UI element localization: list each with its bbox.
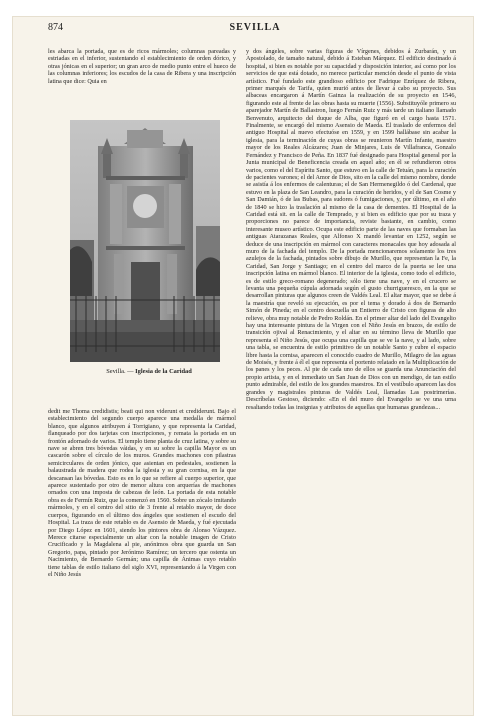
page-header xyxy=(48,22,462,36)
church-photograph xyxy=(70,120,220,362)
left-column-top-paragraph: les abarca la portada, que es de ricos mármoles; columnas pareadas y estriadas en el inferior, sustentando el establecimiento de orden dórico, y otras jónicas en el superior; un gran arco de medio punto entre el hueco de las columnas inferiores; los escudos de la casa de Ribera y una inscripción latina que dice: Quia en xyxy=(48,48,236,85)
right-column-text xyxy=(246,48,456,694)
left-column-top-text xyxy=(48,48,236,108)
caption-prefix: Sevilla. — xyxy=(106,368,134,375)
left-column-bottom-text xyxy=(48,408,236,694)
figure-caption xyxy=(64,368,234,375)
left-column-bottom-paragraph: dedit me Thoma credidistis; beati qui non viderunt et crediderunt. Bajo el establecimiento del segundo cuerpo aparece una medalla de mármol blanco, que algunos atribuyen á Torrigiano, y que representa la Caridad, flanqueado por dos tarjetas con inscripciones, y remata la portada en un frontón adornado de varios. El templo tiene planta de cruz latina, y sobre su nave se abren tres bóvedas váidas, y en su sobre la capilla Mayor es un cascarón sobre el círculo de los muros. Grandes machones con pilastras semicirculares de orden jónico, que asientan en pedestales, sostienen la balaustrada de madera que rodea la iglesia y su gran cornisa, en la que descansan las bóvedas. Esto es en lo que se refiere al cuerpo superior, que aparece sustentado por otro de menor altura con arquerías de machones ornados con una imposta de cabezas de león. La portada de esta notable obra es de Fermín Ruiz, que la comenzó en 1560. Sobre un zócalo imitando mármoles, y en el centro del sitio de 3 frente al retablo mayor, de doce cuerpos, figurando en el último dos ángeles que sostienen el escudo del Hospital. La traza de este retablo es de Asensio de Maeda, y fué ejecutada por Diego López en 1601, siendo los pintores obra de Alonso Vázquez. Merece citarse especialmente un altar con la notable imagen de Cristo Crucificado y la Magdalena al pie, anónimos obra que guarda un San Gregorio, papa, pintado por Jerónimo Ramírez; un tercero que ostenta un Nacimiento, de Bernardo Germán; una capilla de Ánimas cuyo retablo tiene tablas de estilo italiano del siglo XVI, representando á la Virgen con el Niño Jesús xyxy=(48,408,236,578)
church-facade-illustration xyxy=(70,120,220,362)
page-title: SEVILLA xyxy=(229,22,281,33)
caption-text: Iglesia de la Caridad xyxy=(135,368,192,375)
page-number: 874 xyxy=(48,22,63,33)
right-column-paragraph: y dos ángeles, sobre varias figuras de Vírgenes, debidos á Zurbarán, y un Apostolado, de tamaño natural, debido á Esteban Márquez. El edificio destinado á hospital, si bien es notable por su capacidad y disposición interior, así como por los servicios de que está dotado, no merece particular mención desde el punto de vista artístico. Fué fundado este grandioso edificio por Fadrique Enríquez de Ribera, primer marqués de Tarifa, quien murió antes de llevar á cabo su proyecto. Sus albaceas encargaron á Martín Gainza la realización de su proyecto en 1546, figurando este al frente de las obras hasta su muerte (1556). Substituyóle primero su aparejador Martín de Ballastron, luego Fernán Ruiz y más tarde un italiano llamado Benvenuto, arquitecto del duque de Alba, que figuró en el cargo hasta 1571. Finalmente, se encargó del mismo Asensio de Maeda. El traslado de enfermos del antiguo Hospital al nuevo efectuóse en 1559, y en 1599 hallábase sin acabar la iglesia, para la terminación de cuyas obras se reunieron Martín Infante, maestro mayor de los Reales Alcázares; Juan de Minjares, Luis de Villafranca, Gonzalo Fernández y Francisco de Peña. En 1837 fué designado para Hospital general por la Junta municipal de Beneficencia creada en aquel año; en él se refundieron otros varios, como el del Espíritu Santo, que estuvo en la calle de Tetuán, para la curación de pacientes varones; el del Amor de Dios, sito en la calle del mismo nombre, donde se asistía á los enfermos de calenturas; el de San Hermenegildo ó del Cardenal, que estuvo en la plaza de San Leandro, para la curación de heridos, y el de San Cosme y San Damián, ó de las Bubas, para sudores ó fumigaciones, y, por último, en el año de 1840 se hizo la traslación al mismo de la casa de dementes. El Hospital de la Caridad está sit. en la calle de Temprado, y si bien es edificio que por su traza y proporciones no parece de importancia, reviste bastante, en cambio, como interesante museo artístico. Ocupa este edificio parte de las naves que formaban las antiguas Atarazanas Reales, que Alfonso X mandó levantar en 1252, según se deduce de una inscripción en mármol con caracteres monacales que hoy adosada al muro de la fachada del templo. De la portada mencionaremos solamente los tres azulejos de la fachada, pintados sobre dibujo de Murillo, que representan la Fe, la Caridad, San Jorge y Santiago; en el centro del marco de la puerta se lee una inscripción latina en mármol blanco. El interior de la iglesia, como todo el edificio, es de estilo greco-romano degenerado; sólo tiene una nave, y en el crucero se levanta una pequeña cúpula adornada según el gusto churrigueresco, en la que se desarrollan pinturas que algunos creen de Valdés Leal. El altar mayor, que se debe á la maestría que reveló su ejecución, es por el tema y dorado á dos de Bernardo Simón de Pineda; en el centro descuella un Entierro de Cristo con figuras de alto relieve, obra muy notable de Pedro Roldán. En el primer altar del lado del Evangelio hay una interesante pintura de la Virgen con el Niño Jesús en brazos, de estilo de transición ojival al Renacimiento, y el altar en su término lleva de Murillo que representa el Niño Jesús, que ocupa una capilla que se ve la nave, y al lado, sobre una tabla, se encuentra de estilo primitivo de un notable Santo y cubre el espacio libre hasta la cornisa, aparecen el conocido cuadro de Murillo, Milagro de las aguas de Moisés, y frente á él el que representa el portento relatado en la Multiplicación de los panes y los peces. Al pie de cada uno de ellos se guarda una Anunciación del propio artista, y en el inmediato un San Juan de Dios con un mendigo, de tan estilo punto admirable, del estilo de los grandes maestros. En el vestíbulo aparecen las dos grandes y magistrales pinturas de Valdés Leal, llamadas Las postrimerías. Descríbelas Gestoso, diciendo: «En el del muro del Evangelio se ve una urna resaltando todas las insignias y atributos de aquellas que humanas grandezas... xyxy=(246,48,456,411)
